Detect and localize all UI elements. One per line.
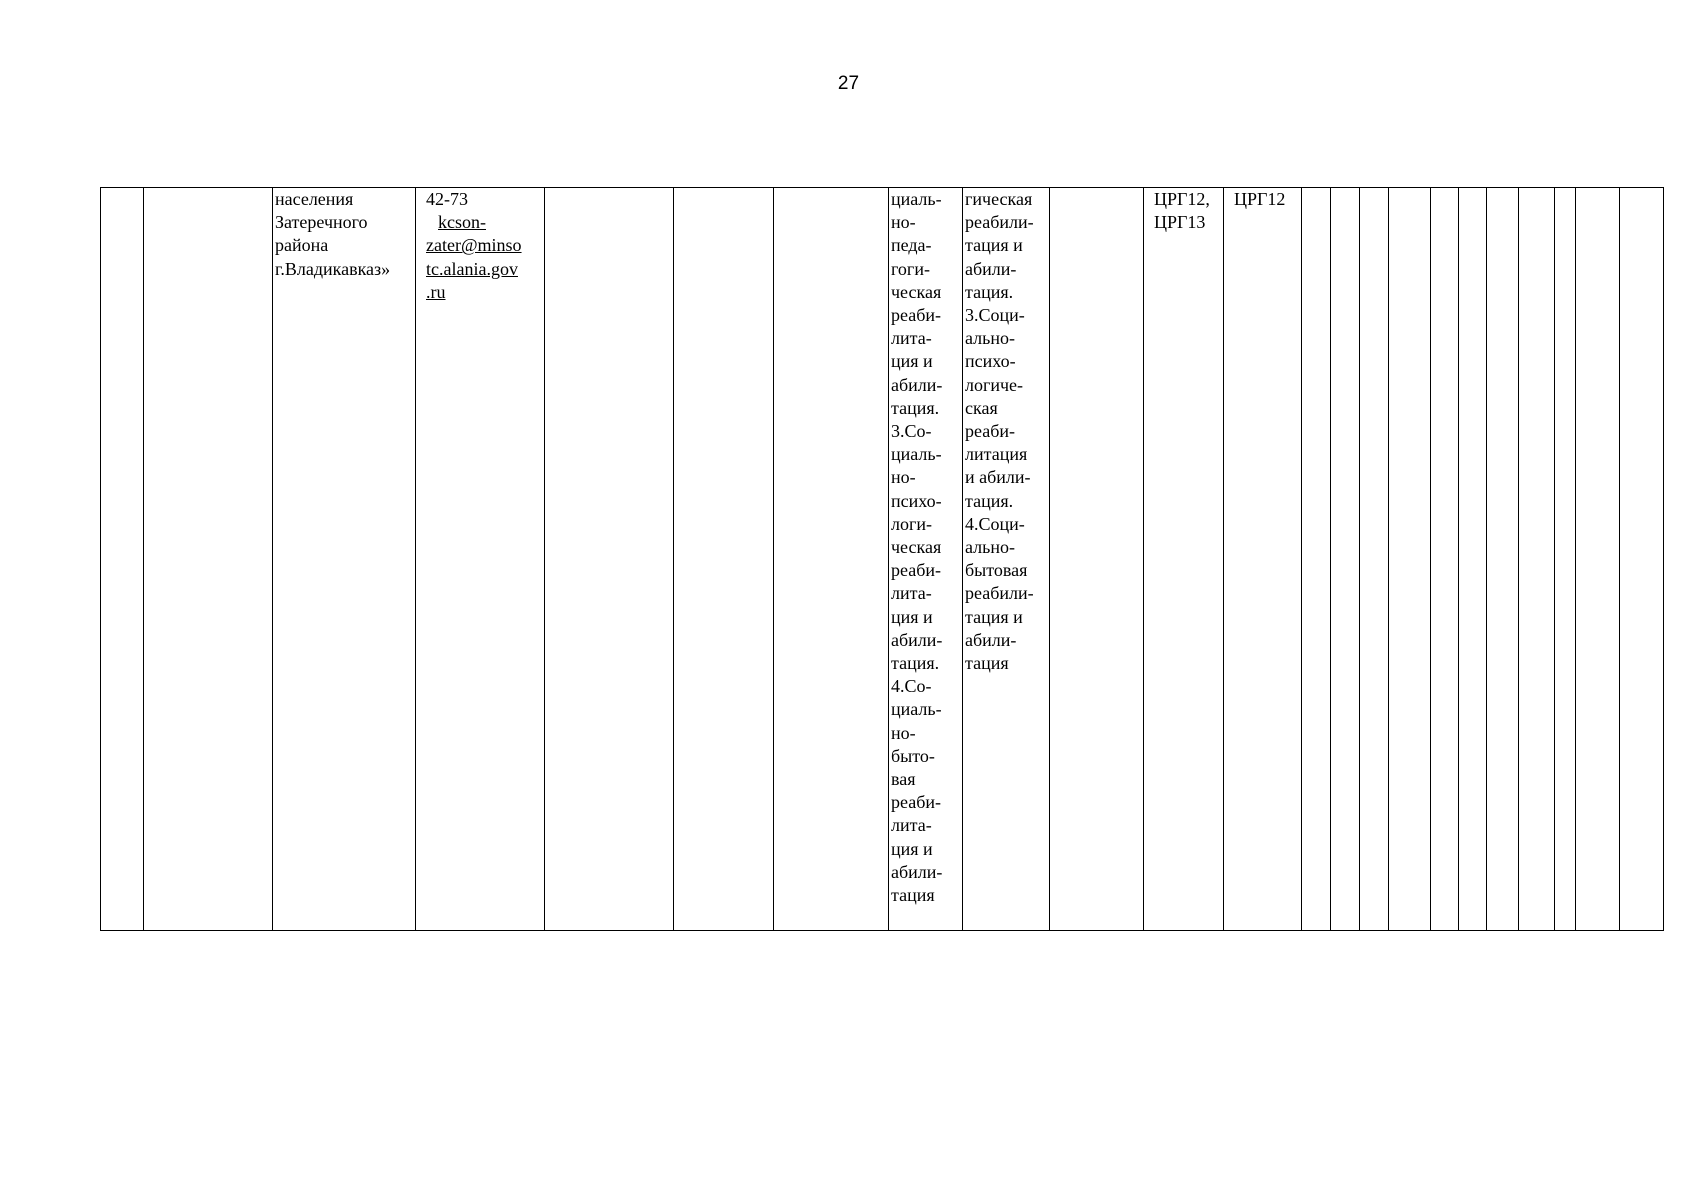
- service-line: и абили-: [965, 467, 1031, 488]
- code-line: ЦРГ12: [1234, 189, 1286, 209]
- service-line: циаль-: [891, 699, 942, 720]
- service-line: ческая: [891, 281, 942, 302]
- cell-empty-13: [1302, 188, 1331, 931]
- service-line: вая: [891, 769, 916, 790]
- cell-empty-18: [1459, 188, 1487, 931]
- service-line: тация.: [965, 490, 1014, 511]
- service-line: но-: [891, 212, 916, 233]
- code-line: ЦРГ13: [1154, 212, 1206, 233]
- service-line: но-: [891, 467, 916, 488]
- document-table: [100, 187, 1664, 931]
- service-line: реабили-: [965, 583, 1034, 604]
- cell-empty-1: [101, 188, 144, 931]
- service-line: 4.Соци-: [965, 513, 1025, 534]
- service-line: абили-: [965, 629, 1017, 650]
- service-line: быто-: [891, 745, 935, 766]
- email-link-line[interactable]: kcson-: [438, 212, 486, 233]
- service-line: ция и: [891, 351, 933, 372]
- service-line: абили-: [891, 861, 943, 882]
- service-line: но-: [891, 722, 916, 743]
- service-line: ция и: [891, 606, 933, 627]
- service-line: гоги-: [891, 258, 930, 279]
- email-link-line[interactable]: .ru: [426, 281, 446, 302]
- service-line: тация и: [965, 606, 1023, 627]
- service-line: реаби-: [891, 305, 941, 326]
- service-line: тация.: [891, 653, 940, 674]
- email-link-line[interactable]: tc.alania.gov: [426, 258, 518, 279]
- service-line: психо-: [965, 351, 1016, 372]
- cell-codes-b: [1224, 188, 1302, 931]
- table-row: [101, 188, 1664, 931]
- service-line: реаби-: [891, 792, 941, 813]
- service-line: педа-: [891, 235, 932, 256]
- cell-services-b: [963, 188, 1050, 931]
- service-line: циаль-: [891, 444, 942, 465]
- cell-services-a: [889, 188, 963, 931]
- cell-empty-5: [545, 188, 674, 931]
- cell-codes-a: [1144, 188, 1224, 931]
- cell-empty-2: [144, 188, 273, 931]
- service-line: ская: [965, 397, 998, 418]
- service-line: 4.Со-: [891, 676, 932, 697]
- cell-empty-20: [1519, 188, 1555, 931]
- cell-empty-7: [774, 188, 889, 931]
- org-name-line: района: [275, 235, 329, 256]
- service-line: лита-: [891, 815, 932, 836]
- service-line: ально-: [965, 537, 1015, 558]
- service-line: ция и: [891, 838, 933, 859]
- cell-empty-23: [1620, 188, 1664, 931]
- cell-empty-16: [1389, 188, 1431, 931]
- service-line: бытовая: [965, 560, 1028, 581]
- service-line: реабили-: [965, 212, 1034, 233]
- cell-empty-10: [1050, 188, 1144, 931]
- service-line: 3.Соци-: [965, 305, 1025, 326]
- service-line: лита-: [891, 583, 932, 604]
- cell-organization-name: [273, 188, 416, 931]
- service-line: абили-: [891, 374, 943, 395]
- service-line: абили-: [965, 258, 1017, 279]
- email-link-line[interactable]: zater@minso: [426, 235, 522, 256]
- service-line: тация и: [965, 235, 1023, 256]
- page-number: 27: [837, 73, 860, 94]
- cell-empty-21: [1555, 188, 1576, 931]
- service-line: гическая: [965, 189, 1033, 209]
- cell-empty-19: [1487, 188, 1519, 931]
- cell-empty-22: [1576, 188, 1620, 931]
- service-line: ально-: [965, 328, 1015, 349]
- service-line: реаби-: [891, 560, 941, 581]
- service-line: реаби-: [965, 421, 1015, 442]
- cell-empty-14: [1331, 188, 1360, 931]
- org-name-line: г.Владикавказ»: [275, 258, 391, 279]
- service-line: литация: [965, 444, 1028, 465]
- org-name-line: населения: [275, 189, 354, 209]
- service-line: тация: [891, 885, 935, 906]
- service-line: тация.: [891, 397, 940, 418]
- service-line: логи-: [891, 513, 932, 534]
- cell-empty-6: [674, 188, 774, 931]
- cell-empty-17: [1431, 188, 1459, 931]
- cell-empty-15: [1360, 188, 1389, 931]
- service-line: тация: [965, 653, 1009, 674]
- org-name-line: Затеречного: [275, 212, 368, 233]
- service-line: абили-: [891, 629, 943, 650]
- service-line: психо-: [891, 490, 942, 511]
- service-line: циаль-: [891, 189, 942, 209]
- code-line: ЦРГ12,: [1154, 189, 1210, 209]
- cell-contacts: [416, 188, 545, 931]
- service-line: логиче-: [965, 374, 1024, 395]
- phone-number: 42-73: [426, 189, 468, 209]
- service-line: тация.: [965, 281, 1014, 302]
- service-line: лита-: [891, 328, 932, 349]
- service-line: ческая: [891, 537, 942, 558]
- service-line: 3.Со-: [891, 421, 932, 442]
